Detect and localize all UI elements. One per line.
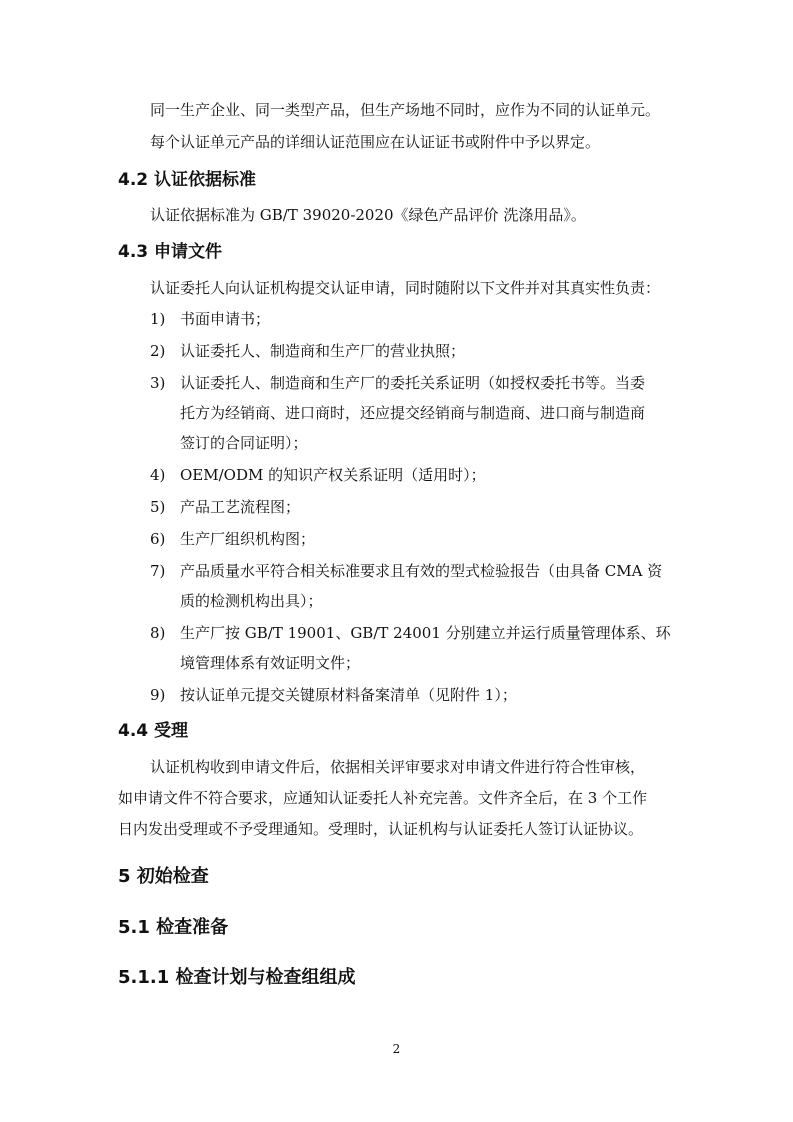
- list-item: [150, 622, 793, 644]
- list-item-number: 2): [150, 342, 166, 360]
- list-item-text: 产品质量水平符合相关标准要求且有效的型式检验报告（由具备 CMA 资: [180, 562, 663, 580]
- list-item-text: 生产厂组织机构图；: [180, 530, 316, 548]
- list-item: [150, 684, 793, 706]
- list-item-text: 书面申请书；: [180, 310, 271, 328]
- list-item-number: 4): [150, 466, 166, 484]
- list-item-text: 按认证单元提交关键原材料备案清单（见附件 1）；: [180, 686, 517, 704]
- list-item-continuation: 质的检测机构出具）；: [180, 592, 323, 610]
- intro-line-1: 同一生产企业、同一类型产品，但生产场地不同时，应作为不同的认证单元。: [150, 101, 661, 119]
- list-item-number: 5): [150, 498, 166, 516]
- heading-4-4: 4.4 受理: [118, 721, 189, 741]
- heading-5-1: 5.1 检查准备: [118, 917, 229, 938]
- list-item: [150, 496, 793, 518]
- acceptance-line-1: 认证机构收到申请文件后，依据相关评审要求对申请文件进行符合性审核，: [150, 758, 646, 776]
- acceptance-line-2: 如申请文件不符合要求，应通知认证委托人补充完善。文件齐全后，在 3 个工作: [118, 789, 648, 807]
- heading-4-3: 4.3 申请文件: [118, 242, 223, 262]
- list-item-number: 7): [150, 562, 166, 580]
- list-item: [150, 560, 793, 582]
- standard-text: 认证依据标准为 GB/T 39020-2020《绿色产品评价 洗涤用品》。: [150, 206, 586, 224]
- list-item-text: 认证委托人、制造商和生产厂的营业执照；: [180, 342, 466, 360]
- list-item: [150, 340, 793, 362]
- list-item-text: OEM/ODM 的知识产权关系证明（适用时）；: [180, 466, 486, 484]
- list-item: [150, 464, 793, 486]
- list-item-text: 产品工艺流程图；: [180, 498, 301, 516]
- heading-5: 5 初始检查: [118, 866, 209, 887]
- list-item-number: 9): [150, 686, 166, 704]
- list-item: [150, 372, 793, 394]
- list-item-number: 8): [150, 624, 166, 642]
- list-item-text: 认证委托人、制造商和生产厂的委托关系证明（如授权委托书等。当委: [180, 374, 646, 392]
- heading-4-2: 4.2 认证依据标准: [118, 170, 257, 190]
- list-item-continuation: 签订的合同证明）；: [180, 434, 308, 452]
- application-intro: 认证委托人向认证机构提交认证申请，同时随附以下文件并对其真实性负责：: [150, 279, 661, 297]
- list-item-number: 6): [150, 530, 166, 548]
- list-item-continuation: 托方为经销商、进口商时，还应提交经销商与制造商、进口商与制造商: [180, 404, 646, 422]
- list-item-number: 3): [150, 374, 166, 392]
- list-item: [150, 308, 793, 330]
- page-number: 2: [392, 1042, 401, 1056]
- intro-line-2: 每个认证单元产品的详细认证范围应在认证证书或附件中予以界定。: [150, 133, 601, 151]
- list-item: [150, 528, 793, 550]
- list-item-number: 1): [150, 310, 166, 328]
- acceptance-line-3: 日内发出受理或不予受理通知。受理时，认证机构与认证委托人签订认证协议。: [118, 820, 644, 838]
- list-item-text: 生产厂按 GB/T 19001、GB/T 24001 分别建立并运行质量管理体系、环: [180, 624, 671, 642]
- list-item-continuation: 境管理体系有效证明文件；: [180, 654, 361, 672]
- heading-5-1-1: 5.1.1 检查计划与检查组组成: [118, 967, 356, 988]
